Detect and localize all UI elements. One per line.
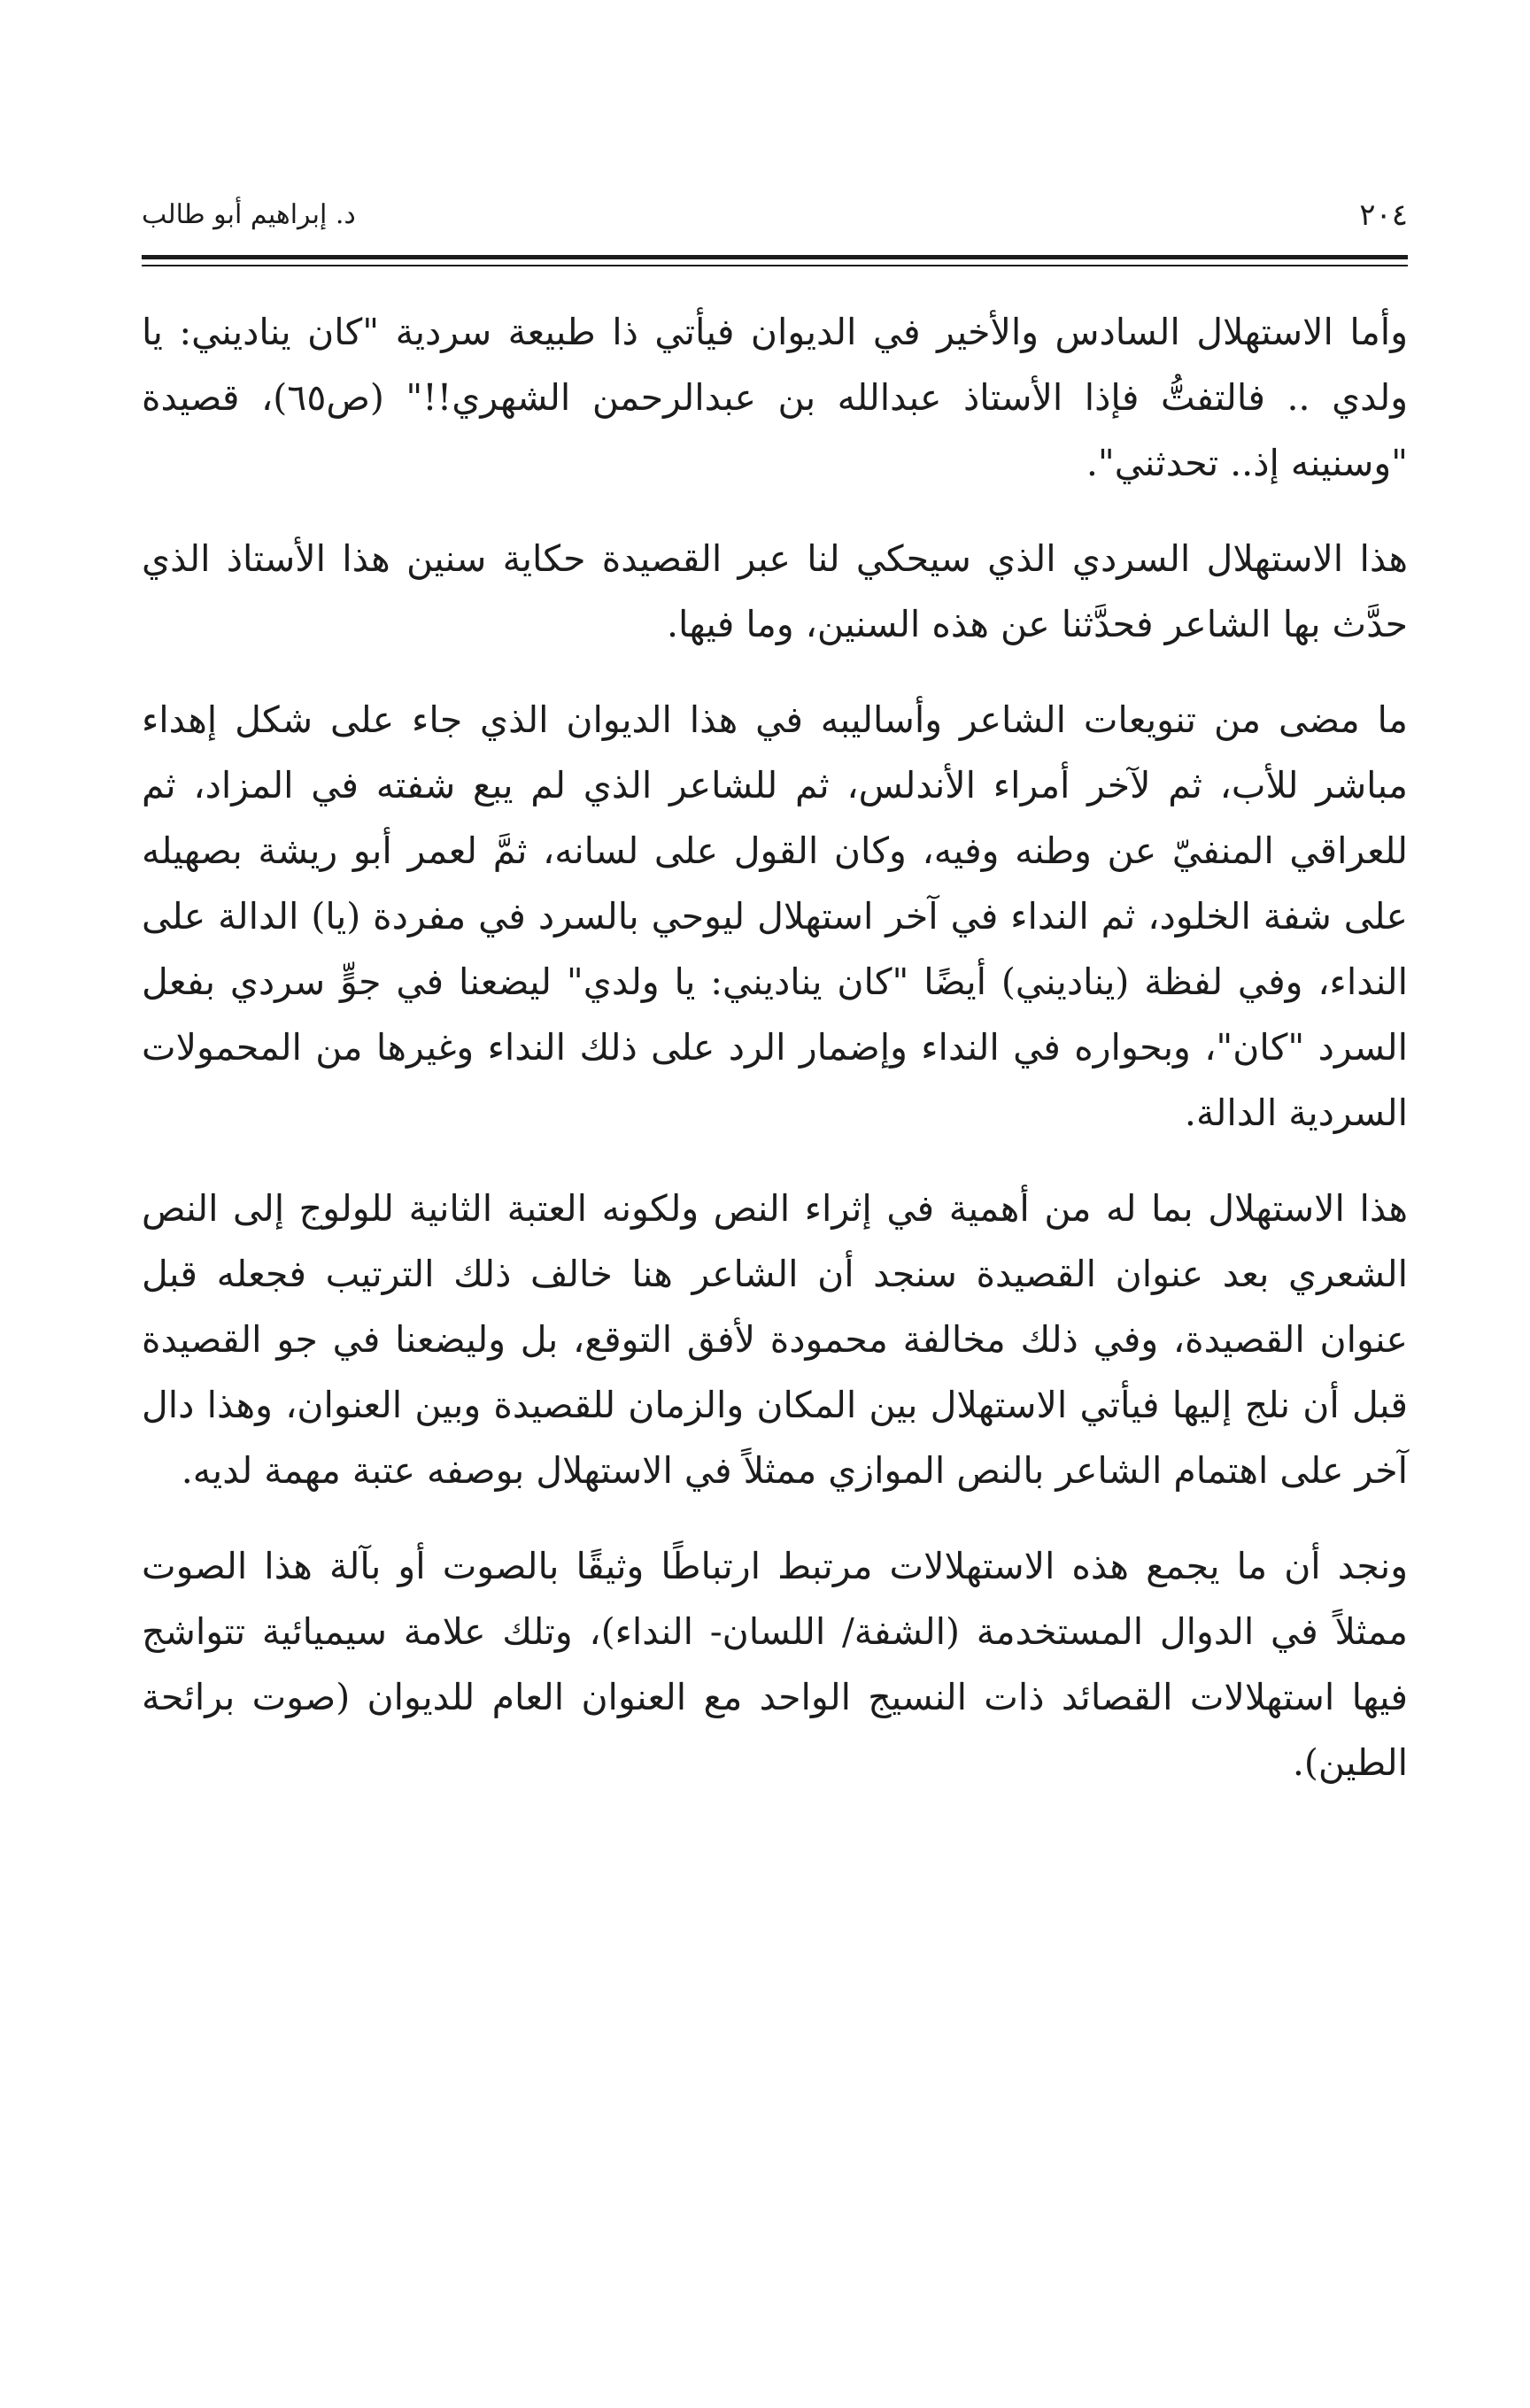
paragraph-4: هذا الاستهلال بما له من أهمية في إثراء النص ولكونه العتبة الثانية للولوج إلى النص الشعري بعد عنوان القصيدة سنجد أن الشاعر هنا خالف ذلك الترتيب فجعله قبل عنوان القصيدة، وفي ذلك مخالفة محمودة لأفق التوقع، بل وليضعنا في جو القصيدة قبل أن نلج إليها فيأتي الاستهلال بين المكان والزمان للقصيدة وبين العنوان، وهذا دال آخر على اهتمام الشاعر بالنص الموازي ممثلاً في الاستهلال بوصفه عتبة مهمة لديه.	[142, 1187, 1408, 1492]
page-header	[142, 193, 1408, 237]
running-head-author: د. إبراهيم أبو طالب	[142, 199, 356, 230]
paragraph-2: هذا الاستهلال السردي الذي سيحكي لنا عبر القصيدة حكاية سنين هذا الأستاذ الذي حدَّث بها الشاعر فحدَّثنا عن هذه السنين، وما فيها.	[142, 537, 1408, 645]
paragraph-1: وأما الاستهلال السادس والأخير في الديوان فيأتي ذا طبيعة سردية "كان يناديني: يا ولدي .. فالتفتُّ فإذا الأستاذ عبدالله بن عبدالرحمن الشهري!!" (ص٦٥)، قصيدة "وسنينه إذ.. تحدثني".	[142, 311, 1408, 484]
header-rule-thick	[142, 255, 1408, 259]
paragraph-3: ما مضى من تنويعات الشاعر وأساليبه في هذا الديوان الذي جاء على شكل إهداء مباشر للأب، ثم لآخر أمراء الأندلس، ثم للشاعر الذي لم يبع شفته في المزاد، ثم للعراقي المنفيّ عن وطنه وفيه، وكان القول على لسانه، ثمَّ لعمر أبو ريشة بصهيله على شفة الخلود، ثم النداء في آخر استهلال ليوحي بالسرد في مفردة (يا) الدالة على النداء، وفي لفظة (يناديني) أيضًا "كان يناديني: يا ولدي" ليضعنا في جوٍّ سردي بفعل السرد "كان"، وبحواره في النداء وإضمار الرد على ذلك النداء وغيرها من المحمولات السردية الدالة.	[142, 698, 1408, 1134]
body-text	[142, 299, 1408, 1795]
page-number: ٢٠٤	[1359, 197, 1408, 233]
header-rule-thin	[142, 265, 1408, 266]
paragraph-5: ونجد أن ما يجمع هذه الاستهلالات مرتبط ارتباطًا وثيقًا بالصوت أو بآلة هذا الصوت ممثلاً في الدوال المستخدمة (الشفة/ اللسان- النداء)، وتلك علامة سيميائية تتواشج فيها استهلالات القصائد ذات النسيج الواحد مع العنوان العام للديوان (صوت برائحة الطين).	[142, 1545, 1408, 1784]
